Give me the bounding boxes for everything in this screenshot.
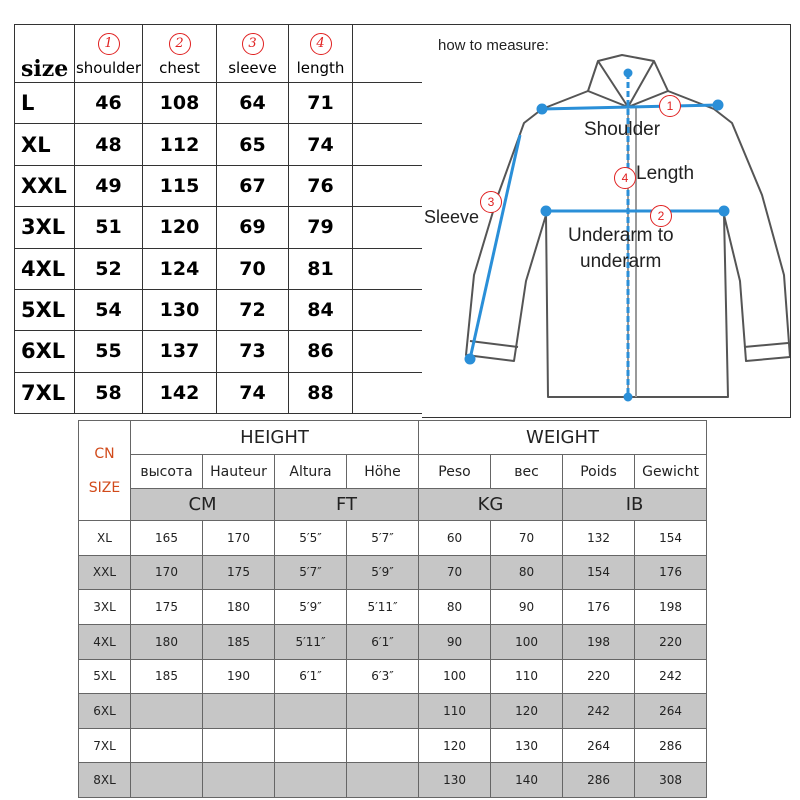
cn-size-cell: 5XL bbox=[79, 659, 131, 694]
sleeve-header-label: sleeve bbox=[228, 58, 277, 77]
badge-chest: 2 bbox=[650, 205, 672, 227]
value-cell: 6′1″ bbox=[347, 624, 419, 659]
value-cell bbox=[203, 728, 275, 763]
badge-length: 4 bbox=[614, 167, 636, 189]
sleeve-label: Sleeve bbox=[424, 207, 480, 227]
cn-size-cell: 8XL bbox=[79, 763, 131, 798]
table-row bbox=[79, 694, 707, 729]
value-cell: 140 bbox=[491, 763, 563, 798]
length-cell: 81 bbox=[289, 248, 353, 289]
table-row bbox=[15, 124, 423, 165]
sleeve-cell: 69 bbox=[217, 207, 289, 248]
value-cell bbox=[347, 763, 419, 798]
empty-header-cell bbox=[353, 25, 423, 83]
table-row bbox=[15, 289, 423, 330]
value-cell: 130 bbox=[491, 728, 563, 763]
value-cell: 190 bbox=[203, 659, 275, 694]
shoulder-cell: 54 bbox=[75, 289, 143, 330]
value-cell bbox=[275, 728, 347, 763]
empty-cell bbox=[353, 331, 423, 372]
shoulder-cell: 46 bbox=[75, 83, 143, 124]
cn-size-cell: 7XL bbox=[79, 728, 131, 763]
cn-size-header bbox=[79, 421, 131, 521]
value-cell: 198 bbox=[635, 590, 707, 625]
empty-cell bbox=[353, 124, 423, 165]
lang-header: Altura bbox=[275, 455, 347, 489]
value-cell: 198 bbox=[563, 624, 635, 659]
value-cell: 120 bbox=[491, 694, 563, 729]
value-cell: 264 bbox=[635, 694, 707, 729]
value-cell: 70 bbox=[491, 521, 563, 556]
cn-size-cell: 4XL bbox=[79, 624, 131, 659]
shoulder-header bbox=[75, 25, 143, 83]
value-cell bbox=[131, 694, 203, 729]
value-cell bbox=[347, 694, 419, 729]
value-cell: 264 bbox=[563, 728, 635, 763]
length-cell: 86 bbox=[289, 331, 353, 372]
shoulder-cell: 51 bbox=[75, 207, 143, 248]
lang-header: Höhe bbox=[347, 455, 419, 489]
length-cell: 76 bbox=[289, 165, 353, 206]
size-chart-header-row bbox=[15, 25, 423, 83]
lang-header: Gewicht bbox=[635, 455, 707, 489]
value-cell: 5′9″ bbox=[275, 590, 347, 625]
value-cell: 5′7″ bbox=[347, 521, 419, 556]
chest-cell: 108 bbox=[143, 83, 217, 124]
size-cell: XL bbox=[15, 124, 75, 165]
value-cell: 154 bbox=[563, 555, 635, 590]
unit-ft: FT bbox=[275, 489, 419, 521]
diagram-title: how to measure: bbox=[438, 37, 549, 54]
sleeve-cell: 64 bbox=[217, 83, 289, 124]
size-cell: 5XL bbox=[15, 289, 75, 330]
value-cell: 70 bbox=[419, 555, 491, 590]
length-cell: 71 bbox=[289, 83, 353, 124]
value-cell: 175 bbox=[203, 555, 275, 590]
empty-cell bbox=[353, 83, 423, 124]
value-cell bbox=[275, 763, 347, 798]
size-cell: 3XL bbox=[15, 207, 75, 248]
shoulder-label: Shoulder bbox=[584, 119, 661, 140]
value-cell: 130 bbox=[419, 763, 491, 798]
value-cell: 5′11″ bbox=[347, 590, 419, 625]
value-cell: 5′11″ bbox=[275, 624, 347, 659]
shoulder-cell: 52 bbox=[75, 248, 143, 289]
table-row bbox=[79, 659, 707, 694]
empty-cell bbox=[353, 289, 423, 330]
value-cell: 5′5″ bbox=[275, 521, 347, 556]
shoulder-header-label: shoulder bbox=[75, 58, 142, 77]
table-row bbox=[15, 372, 423, 413]
cn-size-cell: XXL bbox=[79, 555, 131, 590]
empty-cell bbox=[353, 248, 423, 289]
height-header: HEIGHT bbox=[131, 421, 419, 455]
table-row bbox=[79, 624, 707, 659]
shoulder-cell: 58 bbox=[75, 372, 143, 413]
table-row bbox=[15, 248, 423, 289]
value-cell: 170 bbox=[131, 555, 203, 590]
size-label: SIZE bbox=[88, 479, 121, 496]
chest-cell: 120 bbox=[143, 207, 217, 248]
unit-ib: IB bbox=[563, 489, 707, 521]
group-header-row bbox=[79, 421, 707, 455]
value-cell: 110 bbox=[419, 694, 491, 729]
sleeve-cell: 65 bbox=[217, 124, 289, 165]
empty-cell bbox=[353, 165, 423, 206]
number-badge: 4 bbox=[310, 33, 332, 55]
table-row bbox=[79, 763, 707, 798]
value-cell: 120 bbox=[419, 728, 491, 763]
value-cell: 132 bbox=[563, 521, 635, 556]
unit-header-row bbox=[79, 489, 707, 521]
shoulder-cell: 49 bbox=[75, 165, 143, 206]
value-cell bbox=[275, 694, 347, 729]
value-cell: 176 bbox=[635, 555, 707, 590]
value-cell: 90 bbox=[491, 590, 563, 625]
sleeve-cell: 74 bbox=[217, 372, 289, 413]
chest-cell: 112 bbox=[143, 124, 217, 165]
cn-size-cell: 3XL bbox=[79, 590, 131, 625]
table-row bbox=[79, 555, 707, 590]
value-cell: 180 bbox=[131, 624, 203, 659]
table-row bbox=[79, 521, 707, 556]
size-header: size bbox=[15, 25, 75, 83]
value-cell bbox=[203, 763, 275, 798]
value-cell: 220 bbox=[563, 659, 635, 694]
unit-cm: CM bbox=[131, 489, 275, 521]
chest-cell: 124 bbox=[143, 248, 217, 289]
table-row bbox=[15, 83, 423, 124]
value-cell: 100 bbox=[491, 624, 563, 659]
size-chart-table bbox=[14, 24, 423, 414]
empty-cell bbox=[353, 372, 423, 413]
sleeve-cell: 73 bbox=[217, 331, 289, 372]
value-cell: 80 bbox=[491, 555, 563, 590]
value-cell: 185 bbox=[131, 659, 203, 694]
value-cell: 110 bbox=[491, 659, 563, 694]
lang-header: Peso bbox=[419, 455, 491, 489]
chest-cell: 130 bbox=[143, 289, 217, 330]
height-weight-table bbox=[78, 420, 707, 798]
table-row bbox=[15, 165, 423, 206]
length-header bbox=[289, 25, 353, 83]
value-cell: 6′3″ bbox=[347, 659, 419, 694]
value-cell: 175 bbox=[131, 590, 203, 625]
length-cell: 79 bbox=[289, 207, 353, 248]
value-cell: 100 bbox=[419, 659, 491, 694]
lang-header: вес bbox=[491, 455, 563, 489]
value-cell: 5′9″ bbox=[347, 555, 419, 590]
length-cell: 74 bbox=[289, 124, 353, 165]
cn-size-cell: 6XL bbox=[79, 694, 131, 729]
lang-header: высота bbox=[131, 455, 203, 489]
table-row bbox=[79, 590, 707, 625]
underarm-label-line2: underarm bbox=[580, 251, 662, 272]
chest-cell: 115 bbox=[143, 165, 217, 206]
size-cell: L bbox=[15, 83, 75, 124]
measurement-diagram bbox=[422, 24, 791, 418]
badge-sleeve: 3 bbox=[480, 191, 502, 213]
value-cell bbox=[131, 728, 203, 763]
value-cell: 90 bbox=[419, 624, 491, 659]
value-cell: 154 bbox=[635, 521, 707, 556]
value-cell: 180 bbox=[203, 590, 275, 625]
length-cell: 88 bbox=[289, 372, 353, 413]
number-badge: 1 bbox=[98, 33, 120, 55]
sleeve-header bbox=[217, 25, 289, 83]
value-cell: 185 bbox=[203, 624, 275, 659]
value-cell bbox=[131, 763, 203, 798]
value-cell bbox=[347, 728, 419, 763]
table-row bbox=[15, 331, 423, 372]
length-label: Length bbox=[636, 163, 695, 184]
language-header-row bbox=[79, 455, 707, 489]
value-cell: 308 bbox=[635, 763, 707, 798]
size-cell: 6XL bbox=[15, 331, 75, 372]
value-cell: 220 bbox=[635, 624, 707, 659]
size-cell: 7XL bbox=[15, 372, 75, 413]
cn-label: CN bbox=[94, 445, 115, 462]
cn-size-cell: XL bbox=[79, 521, 131, 556]
table-row bbox=[15, 207, 423, 248]
number-badge: 3 bbox=[242, 33, 264, 55]
chest-cell: 142 bbox=[143, 372, 217, 413]
lang-header: Poids bbox=[563, 455, 635, 489]
length-header-label: length bbox=[296, 58, 345, 77]
size-cell: 4XL bbox=[15, 248, 75, 289]
unit-kg: KG bbox=[419, 489, 563, 521]
value-cell: 176 bbox=[563, 590, 635, 625]
value-cell: 80 bbox=[419, 590, 491, 625]
size-cell: XXL bbox=[15, 165, 75, 206]
sleeve-cell: 67 bbox=[217, 165, 289, 206]
chest-header bbox=[143, 25, 217, 83]
length-cell: 84 bbox=[289, 289, 353, 330]
chest-cell: 137 bbox=[143, 331, 217, 372]
value-cell: 6′1″ bbox=[275, 659, 347, 694]
badge-shoulder: 1 bbox=[659, 95, 681, 117]
value-cell: 5′7″ bbox=[275, 555, 347, 590]
sleeve-cell: 70 bbox=[217, 248, 289, 289]
value-cell: 170 bbox=[203, 521, 275, 556]
shoulder-cell: 48 bbox=[75, 124, 143, 165]
value-cell: 60 bbox=[419, 521, 491, 556]
weight-header: WEIGHT bbox=[419, 421, 707, 455]
empty-cell bbox=[353, 207, 423, 248]
value-cell: 286 bbox=[635, 728, 707, 763]
value-cell: 242 bbox=[635, 659, 707, 694]
table-row bbox=[79, 728, 707, 763]
number-badge: 2 bbox=[169, 33, 191, 55]
shoulder-cell: 55 bbox=[75, 331, 143, 372]
underarm-label-line1: Underarm to bbox=[568, 225, 674, 246]
sleeve-cell: 72 bbox=[217, 289, 289, 330]
value-cell bbox=[203, 694, 275, 729]
lang-header: Hauteur bbox=[203, 455, 275, 489]
chest-header-label: chest bbox=[159, 58, 200, 77]
value-cell: 165 bbox=[131, 521, 203, 556]
value-cell: 242 bbox=[563, 694, 635, 729]
value-cell: 286 bbox=[563, 763, 635, 798]
